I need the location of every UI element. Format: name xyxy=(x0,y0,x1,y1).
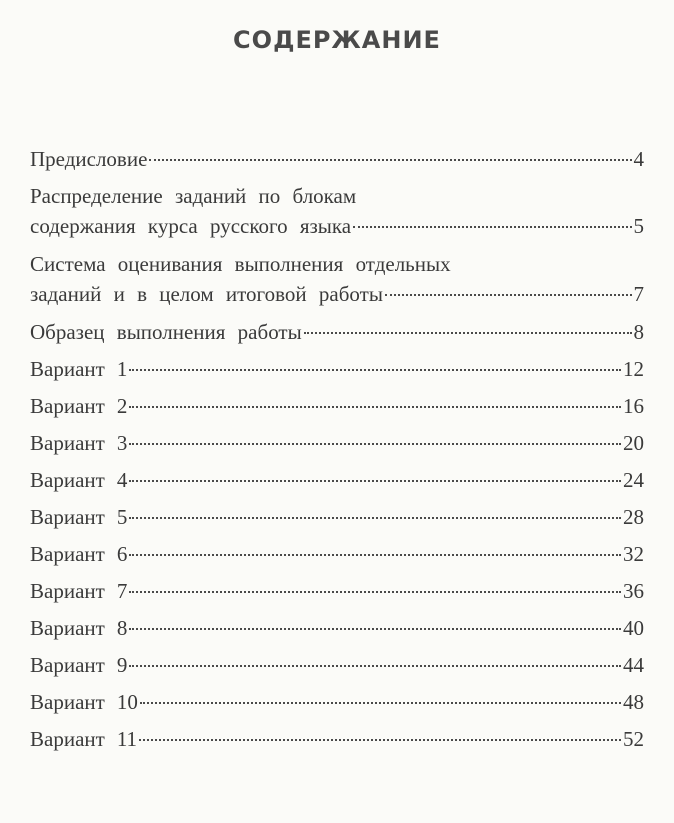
variant-number: 6 xyxy=(116,542,128,566)
toc-entry-title: Вариант xyxy=(30,727,105,751)
leader-dots xyxy=(129,369,621,371)
toc-entry-variant-8 xyxy=(30,613,644,650)
leader-dots xyxy=(385,294,632,296)
toc-page-number: 24 xyxy=(623,468,644,492)
variant-number: 3 xyxy=(116,431,128,455)
leader-dots xyxy=(353,226,631,228)
leader-dots xyxy=(129,554,621,556)
toc-page-number: 20 xyxy=(623,431,644,455)
leader-dots xyxy=(304,332,632,334)
variant-number: 1 xyxy=(116,357,128,381)
toc-entry-variant-11 xyxy=(30,724,644,761)
toc-entry-title: Вариант xyxy=(30,357,105,381)
toc-entry-title: Вариант xyxy=(30,542,105,566)
toc-entry-title: Вариант xyxy=(30,690,105,714)
toc-page-number: 32 xyxy=(623,542,644,566)
variant-number: 2 xyxy=(116,394,128,418)
toc-entry-title: Вариант xyxy=(30,431,105,455)
toc-page-number: 8 xyxy=(633,320,644,344)
leader-dots xyxy=(149,159,631,161)
variant-number: 5 xyxy=(116,505,128,529)
toc-page-number: 5 xyxy=(633,214,644,238)
variant-number: 4 xyxy=(116,468,128,492)
toc-entry-variant-9 xyxy=(30,650,644,687)
toc-entry-title-line-2: заданий и в целом итоговой работы xyxy=(30,282,383,306)
toc-entry-variant-3 xyxy=(30,428,644,465)
toc-entry-variant-2 xyxy=(30,391,644,428)
toc-entry-title-line-2: содержания курса русского языка xyxy=(30,214,352,238)
leader-dots xyxy=(129,406,621,408)
variant-number: 7 xyxy=(116,579,128,603)
toc-entry-grading-system xyxy=(30,249,644,317)
variant-number: 11 xyxy=(116,727,138,751)
toc-entry-title: Вариант xyxy=(30,616,105,640)
leader-dots xyxy=(129,628,621,630)
variant-number: 9 xyxy=(116,653,128,677)
table-of-contents xyxy=(30,144,644,761)
toc-entry-variant-1 xyxy=(30,354,644,391)
leader-dots xyxy=(140,702,621,704)
toc-page-number: 48 xyxy=(623,690,644,714)
toc-page-number: 40 xyxy=(623,616,644,640)
toc-entry-task-distribution xyxy=(30,181,644,249)
toc-page-number: 16 xyxy=(623,394,644,418)
toc-entry-variant-4 xyxy=(30,465,644,502)
toc-entry-variant-7 xyxy=(30,576,644,613)
leader-dots xyxy=(139,739,621,741)
toc-entry-variant-5 xyxy=(30,502,644,539)
leader-dots xyxy=(129,517,621,519)
toc-entry-title: Предисловие xyxy=(30,147,148,171)
toc-page-number: 12 xyxy=(623,357,644,381)
toc-entry-title-line-1: Система оценивания выполнения отдельных xyxy=(30,252,451,276)
toc-page-number: 4 xyxy=(633,147,644,171)
leader-dots xyxy=(129,591,621,593)
toc-entry-title: Вариант xyxy=(30,653,105,677)
page-title: СОДЕРЖАНИЕ xyxy=(233,26,441,54)
variant-number: 8 xyxy=(116,616,128,640)
toc-entry-title: Вариант xyxy=(30,468,105,492)
toc-page-number: 7 xyxy=(633,282,644,306)
leader-dots xyxy=(129,665,621,667)
leader-dots xyxy=(129,443,621,445)
toc-entry-variant-10 xyxy=(30,687,644,724)
toc-page-number: 28 xyxy=(623,505,644,529)
toc-entry-title: Образец выполнения работы xyxy=(30,320,302,344)
toc-entry-title-line-1: Распределение заданий по блокам xyxy=(30,184,357,208)
leader-dots xyxy=(129,480,621,482)
toc-entry-sample-work xyxy=(30,317,644,354)
toc-entry-title: Вариант xyxy=(30,579,105,603)
toc-entry-title: Вариант xyxy=(30,394,105,418)
toc-entry-preface xyxy=(30,144,644,181)
toc-page-number: 36 xyxy=(623,579,644,603)
variant-number: 10 xyxy=(116,690,138,714)
toc-entry-variant-6 xyxy=(30,539,644,576)
toc-page-number: 44 xyxy=(623,653,644,677)
toc-entry-title: Вариант xyxy=(30,505,105,529)
toc-page-number: 52 xyxy=(623,727,644,751)
